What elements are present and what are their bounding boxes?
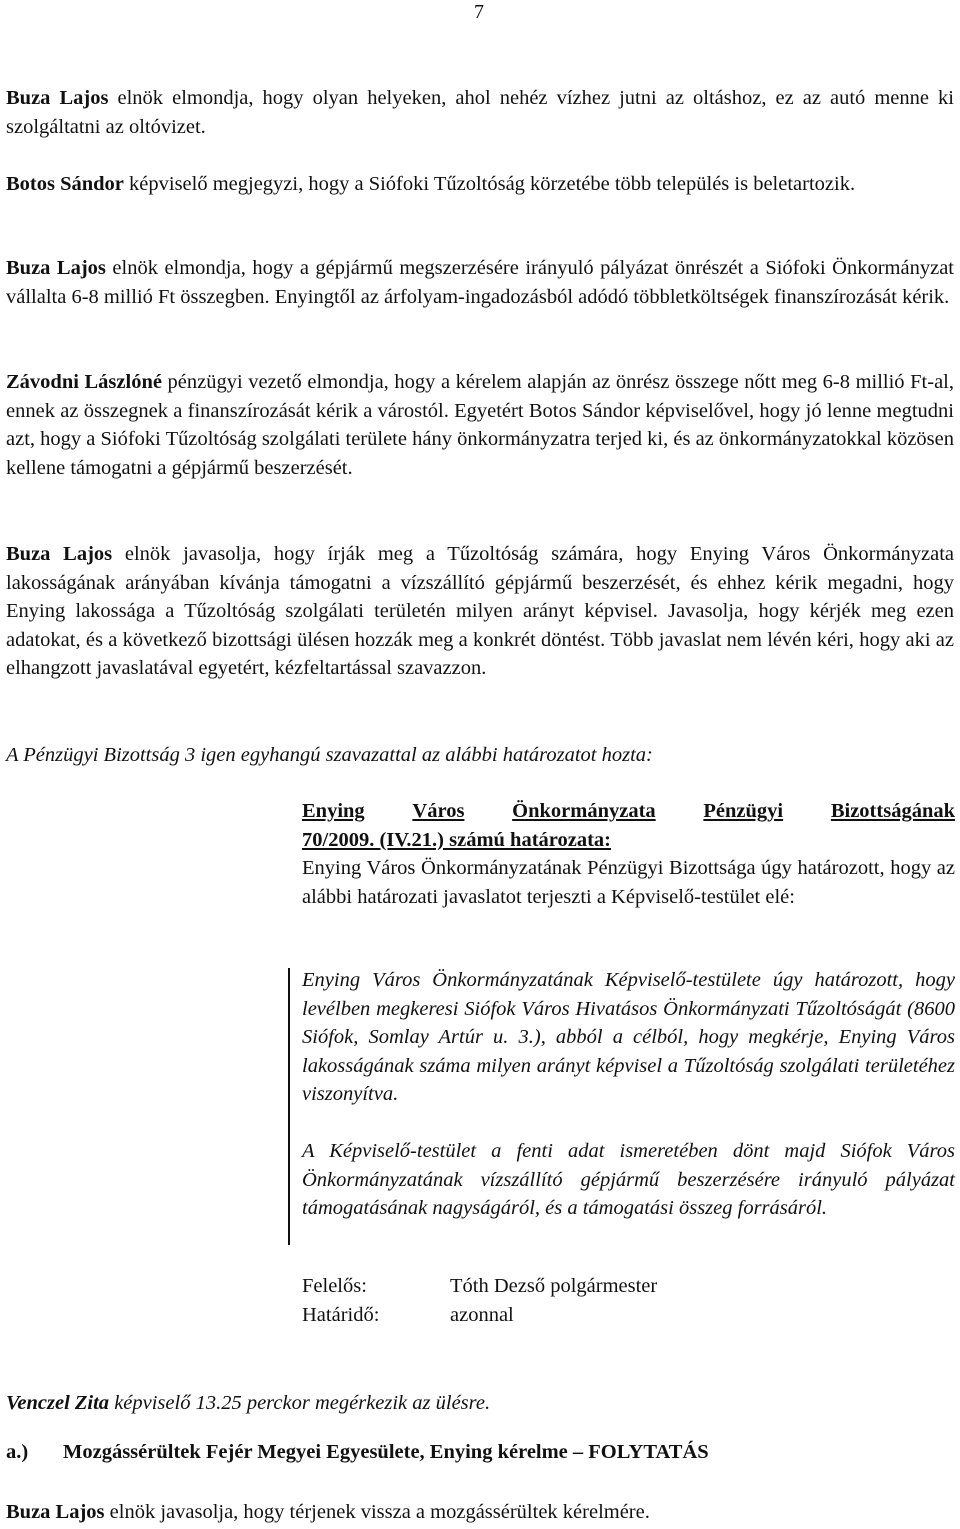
speaker-name: Buza Lajos [6,87,109,109]
decision-title [302,797,955,854]
proposal-margin-bar [288,968,290,1245]
speaker-name: Buza Lajos [6,257,106,279]
paragraph-text: elnök elmondja, hogy olyan helyeken, ahol nehéz vízhez jutni az oltáshoz, ez az autó menne ki szolgáltatni az oltóvizet. [6,87,954,138]
speaker-name: Závodni Lászlóné [6,371,162,393]
speaker-name: Buza Lajos [6,1501,105,1523]
paragraph-text: pénzügyi vezető elmondja, hogy a kérelem alapján az önrész összege nőtt meg 6-8 millió Ft-al, ennek az összegnek a finanszírozását kérik a várostól. Egyetért Botos Sándor képviselővel, hogy jó lenne megtudni azt, hogy a Siófoki Tűzoltóság szolgálati területe hány önkormányzatra terjed ki, és az önkormányzatokkal közösen kellene támogatni a gépjármű beszerzését. [6,371,955,479]
proposal-paragraph-1: Enying Város Önkormányzatának Képviselő-testülete úgy határozott, hogy levélben megkeresi Siófok Város Hivatásos Önkormányzati Tűzoltóságát (8600 Siófok, Somlay Artúr u. 3.), abból a célból, hogy megkérje, Enying Város lakosságának száma milyen arányt képvisel a Tűzoltóság szolgálati területéhez viszonyítva. [302,969,955,1106]
paragraph-buza-2 [6,254,954,311]
title-word: Bizottságának [830,800,955,822]
arrival-note [6,1389,954,1418]
responsible-label: Felelős: [302,1275,367,1297]
paragraph-buza-3 [6,540,954,683]
responsible-row [302,1275,657,1298]
title-word: Enying [302,800,365,822]
paragraph-buza-1 [6,84,954,141]
title-word: Önkormányzata [512,800,656,822]
paragraph-text: elnök javasolja, hogy írják meg a Tűzoltóság számára, hogy Enying Város Önkormányzata lakosságának arányában kívánja támogatni a vízszállító gépjármű beszerzését, és ehhez kérik megadni, hogy Enying lakossága a Tűzoltóság szolgálati területén milyen arányt képvisel. Javasolja, hogy kérjék meg ezen adatokat, és a következő bizottsági ülésen hozzák meg a konkrét döntést. Több javaslat nem lévén kéri, hogy aki az elhangzott javaslatával egyetért, kézfeltartással szavazzon. [6,543,954,680]
deadline-value: azonnal [450,1304,514,1326]
responsible-value: Tóth Dezső polgármester [450,1275,658,1297]
decision-body: Enying Város Önkormányzatának Pénzügyi Bizottsága úgy határozott, hogy az alábbi határozati javaslatot terjeszti a Képviselő-testület elé: [302,857,955,908]
vote-statement: A Pénzügyi Bizottság 3 igen egyhangú szavazattal az alábbi határozatot hozta: [6,744,653,766]
page-number: 7 [474,1,484,23]
agenda-title: Mozgássérültek Fejér Megyei Egyesülete, Enying kérelme – FOLYTATÁS [63,1441,709,1463]
closing-paragraph [6,1498,954,1527]
decision-title-line-1 [302,797,955,826]
title-word: Pénzügyi [703,800,784,822]
speaker-name: Botos Sándor [6,173,124,195]
decision-block [302,797,955,911]
paragraph-text: elnök elmondja, hogy a gépjármű megszerzésére irányuló pályázat önrészét a Siófoki Önkormányzat vállalta 6-8 millió Ft összegben. Enyingtől az árfolyam-ingadozásból adódó többletköltségek finanszírozását kérik. [6,257,954,308]
deadline-row [302,1304,514,1327]
paragraph-text: elnök javasolja, hogy térjenek vissza a mozgássérültek kérelmére. [104,1501,650,1523]
arrival-text: képviselő 13.25 perckor megérkezik az ülésre. [109,1392,491,1414]
agenda-letter: a.) [6,1441,29,1463]
speaker-name: Buza Lajos [6,543,113,565]
paragraph-botos [6,170,954,199]
decision-title-line-2: 70/2009. (IV.21.) számú határozata: [302,828,612,851]
title-word: Város [412,800,465,822]
deadline-label: Határidő: [302,1304,380,1326]
proposal-paragraph-2: A Képviselő-testület a fenti adat ismeretében dönt majd Siófok Város Önkormányzatának vízszállító gépjármű beszerzésére irányuló pályázat támogatásának nagyságáról, és a támogatási összeg forrásáról. [302,1139,955,1220]
agenda-item-heading [6,1441,709,1464]
paragraph-zavodni [6,368,954,482]
paragraph-text: képviselő megjegyzi, hogy a Siófoki Tűzoltóság körzetébe több település is beletartozik. [123,173,856,195]
arrival-name: Venczel Zita [6,1392,110,1414]
resolution-proposal [302,966,955,1223]
